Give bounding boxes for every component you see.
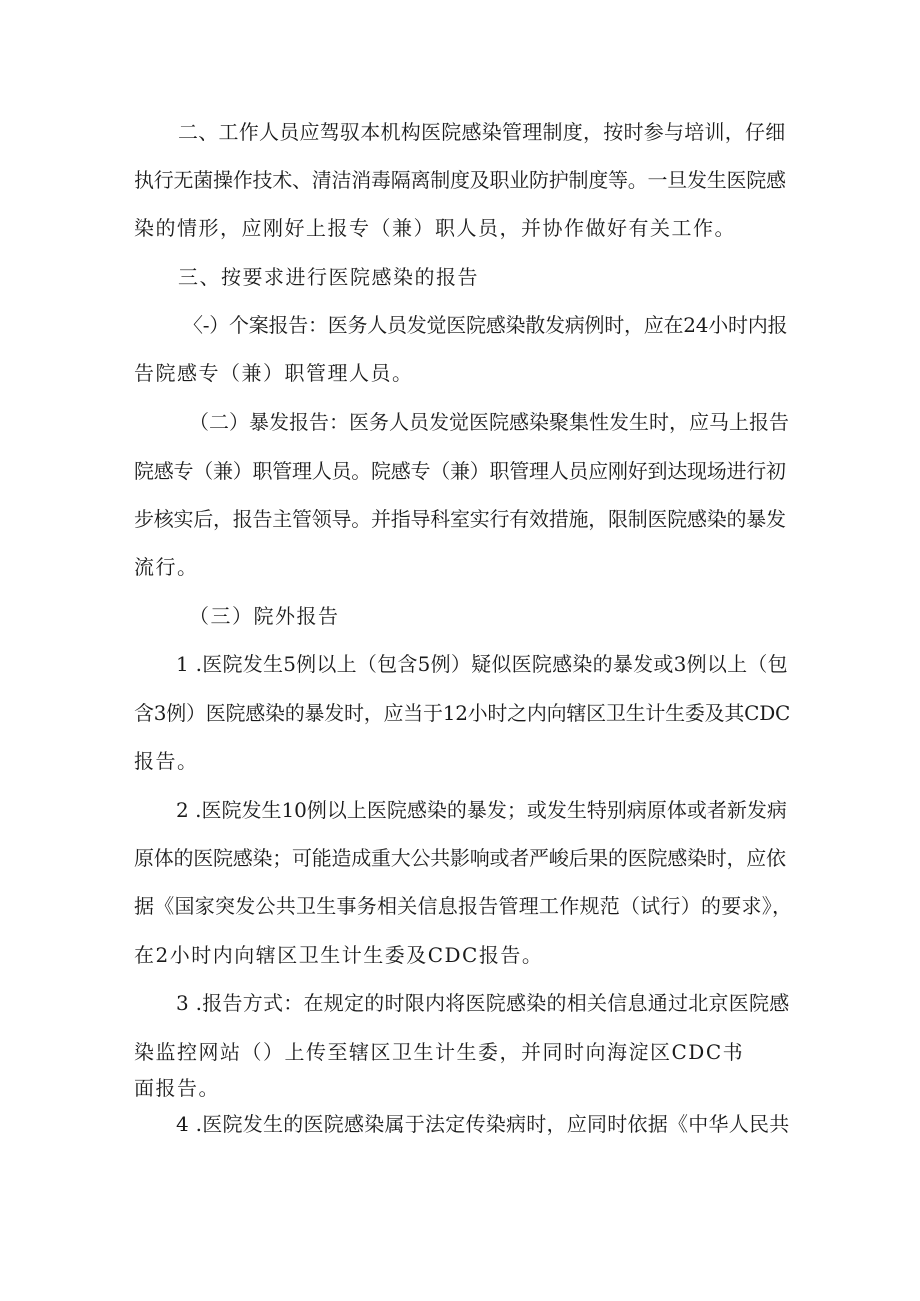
item-3-line-2: 染监控网站（）上传至辖区卫生计生委，并同时向海淀区CDC书 (134, 1040, 745, 1064)
item-1-line-3: 报告。 (134, 749, 199, 773)
paragraph-2-line-1: 二、工作人员应驾驭本机构医院感染管理制度，按时参与培训，仔细 (178, 120, 786, 144)
item-4-line-1: 4 .医院发生的医院感染属于法定传染病时，应同时依据《中华人民共 (176, 1112, 790, 1136)
item-2-line-3: 据《国家突发公共卫生事务相关信息报告管理工作规范（试行）的要求》， (134, 894, 793, 918)
outbreak-report-line-1: （二）暴发报告：医务人员发觉医院感染聚集性发生时，应马上报告 (189, 410, 789, 434)
outbreak-report-line-2: 院感专（兼）职管理人员。院感专（兼）职管理人员应刚好到达现场进行初 (134, 459, 786, 483)
item-2-line-2: 原体的医院感染；可能造成重大公共影响或者严峻后果的医院感染时，应依 (134, 846, 786, 870)
item-1-line-1: 1 .医院发生5例以上（包含5例）疑似医院感染的暴发或3例以上（包 (176, 652, 788, 676)
section-3-heading: 三、按要求进行医院感染的报告 (178, 265, 479, 289)
outbreak-report-line-4: 流行。 (134, 555, 199, 579)
individual-report-line-2: 告院感专（兼）职管理人员。 (134, 361, 414, 385)
item-3-line-3: 面报告。 (134, 1076, 220, 1100)
paragraph-2-line-2: 执行无菌操作技术、清洁消毒隔离制度及职业防护制度等。一旦发生医院感 (134, 168, 786, 192)
individual-report-line-1: 〈-）个案报告：医务人员发觉医院感染散发病例时，应在24小时内报 (183, 313, 788, 337)
item-2-line-1: 2 .医院发生10例以上医院感染的暴发；或发生特别病原体或者新发病 (176, 798, 787, 822)
item-1-line-2: 含3例）医院感染的暴发时，应当于12小时之内向辖区卫生计生委及其CDC (134, 701, 791, 725)
item-2-line-4: 在2小时内向辖区卫生计生委及CDC报告。 (134, 943, 544, 967)
external-report-heading: （三）院外报告 (189, 604, 340, 628)
paragraph-2-line-3: 染的情形，应刚好上报专（兼）职人员，并协作做好有关工作。 (134, 216, 736, 240)
item-3-line-1: 3 .报告方式：在规定的时限内将医院感染的相关信息通过北京医院感 (176, 991, 790, 1015)
outbreak-report-line-3: 步核实后，报告主管领导。并指导科室实行有效措施，限制医院感染的暴发 (134, 507, 786, 531)
